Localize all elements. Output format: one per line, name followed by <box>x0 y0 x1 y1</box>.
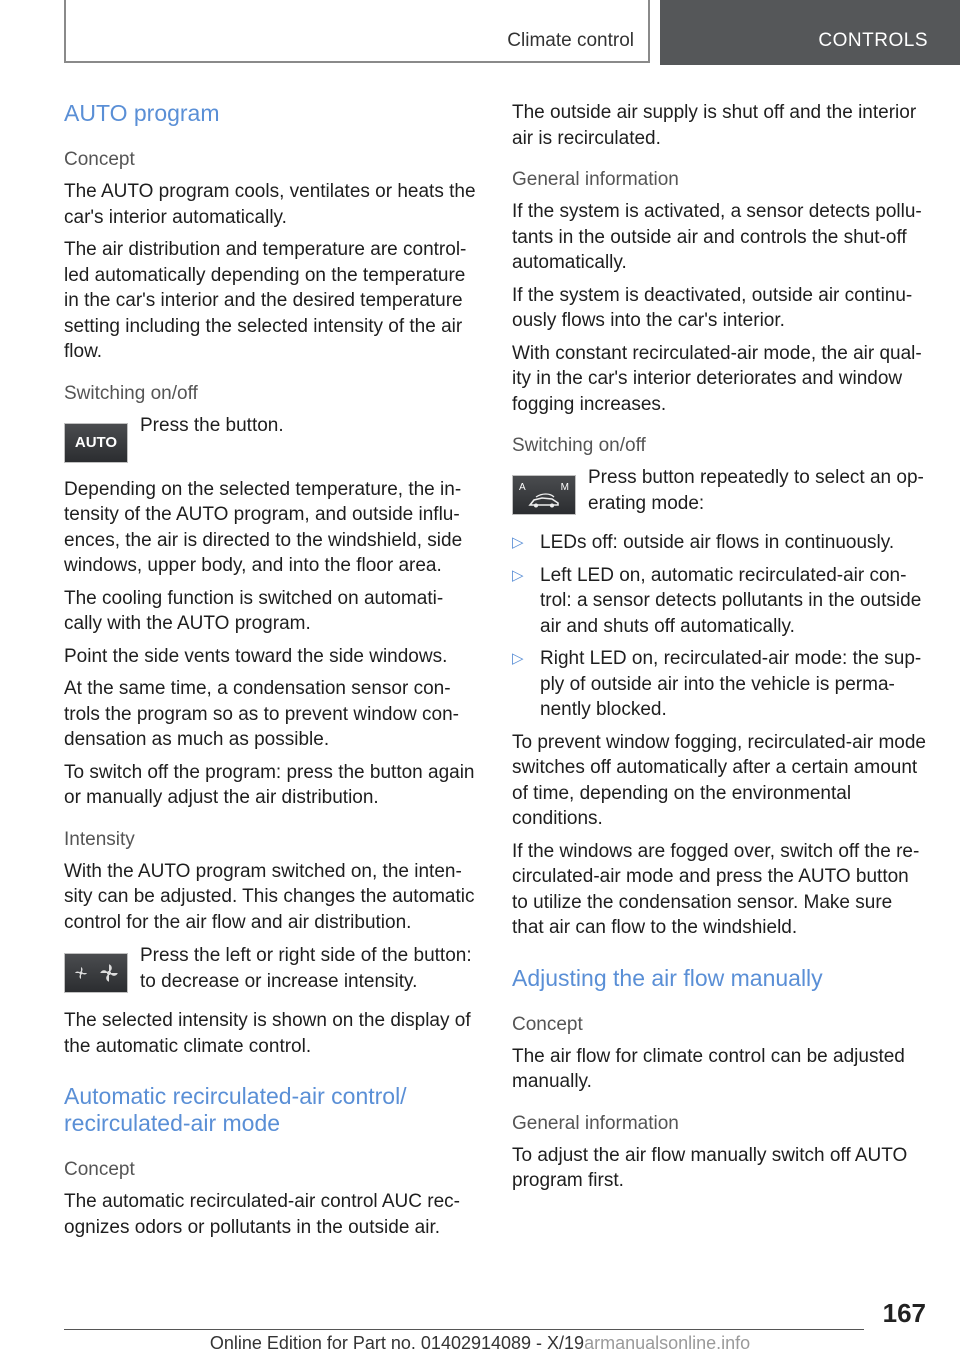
paragraph: The automatic recirculated-air control AUC rec-ognizes odors or pollutants in the outside air. <box>64 1191 460 1238</box>
paragraph: With constant recirculated-air mode, the air qual-ity in the car's interior deteriorates and window fogging increases. <box>512 342 922 415</box>
watermark: armanualsonline.info <box>584 1333 751 1353</box>
intensity-button-image <box>64 953 128 993</box>
auto-button-row <box>64 413 480 463</box>
recirc-manual-led-label: M <box>560 481 569 493</box>
list-item: ▷ Right LED on, recirculated-air mode: the sup-ply of outside air into the vehicle is perma-nently blocked. <box>512 648 922 720</box>
fan-low-icon <box>73 965 89 981</box>
auto-button-image <box>64 423 128 463</box>
paragraph: Press the button. <box>140 414 284 436</box>
recirculation-car-icon <box>526 493 562 509</box>
paragraph: If the system is deactivated, outside air continu-ously flows into the car's interior. <box>512 284 913 331</box>
heading-auto-program: AUTO program <box>64 100 220 126</box>
paragraph: The AUTO program cools, ventilates or heats the car's interior automatically. <box>64 181 476 228</box>
paragraph: To adjust the air flow manually switch off AUTO program first. <box>512 1144 908 1191</box>
page-header <box>0 0 960 66</box>
footer-divider <box>64 1329 864 1330</box>
triangle-bullet-icon: ▷ <box>512 566 524 584</box>
recirc-auto-led-label: A <box>519 481 526 493</box>
heading-air-flow-manual: Adjusting the air flow manually <box>512 964 823 991</box>
fan-high-icon <box>99 963 119 983</box>
subheading-general: General information <box>512 169 679 190</box>
paragraph: With the AUTO program switched on, the inten-sity can be adjusted. This changes the automatic control for the air flow and air distribution. <box>64 860 475 933</box>
subheading-concept: Concept <box>512 1013 583 1035</box>
header-chapter-box <box>660 0 960 65</box>
subheading-concept: Concept <box>64 1159 135 1180</box>
recirc-button-row <box>512 465 928 516</box>
paragraph: If the system is activated, a sensor detects pollu-tants in the outside air and controls the shut-off automatically. <box>512 201 922 273</box>
paragraph: Depending on the selected temperature, the in-tensity of the AUTO program, and outside influ-ences, the air is directed to the windshield, side windows, upper body, and into the floor area. <box>64 478 463 576</box>
triangle-bullet-icon: ▷ <box>512 650 524 667</box>
page-number: 167 <box>882 1298 926 1328</box>
auto-button-label: AUTO <box>74 434 118 451</box>
section-title: Climate control <box>507 30 634 51</box>
subheading-concept: Concept <box>64 149 135 170</box>
paragraph: Point the side vents toward the side windows. <box>64 645 448 667</box>
edition-text: Online Edition for Part no. 01402914089 - X/19 <box>209 1333 585 1353</box>
paragraph: The outside air supply is shut off and the interior air is recirculated. <box>512 102 917 149</box>
chapter-title: CONTROLS <box>818 30 928 51</box>
right-column <box>512 100 928 1201</box>
recirc-button-image <box>512 475 576 515</box>
subheading-general: General information <box>512 1112 679 1134</box>
paragraph: The air flow for climate control can be adjusted manually. <box>512 1045 905 1092</box>
list-item: ▷ LEDs off: outside air flows in continuously. <box>512 530 928 556</box>
left-column <box>64 100 480 1247</box>
subheading-intensity: Intensity <box>64 828 135 850</box>
header-section-box <box>64 0 650 63</box>
list-item: ▷ Left LED on, automatic recirculated-air con-trol: a sensor detects pollutants in the outside air and shuts off automatically. <box>512 564 922 637</box>
paragraph: The air distribution and temperature are control-led automatically depending on the temperature in the car's interior and the desired temperature setting including the selected intensity of the air flow. <box>64 239 467 362</box>
footer <box>0 1333 960 1354</box>
paragraph: Press button repeatedly to select an op-erating mode: <box>588 467 924 514</box>
heading-recirculated-air: Automatic recirculated-air control/ recirculated-air mode <box>64 1083 407 1136</box>
subheading-switching: Switching on/off <box>512 435 646 456</box>
paragraph: Press the left or right side of the button: to decrease or increase intensity. <box>140 945 472 992</box>
intensity-button-row <box>64 943 480 994</box>
paragraph: To prevent window fogging, recirculated-air mode switches off automatically after a certain amount of time, depending on the environmental conditions. <box>512 731 926 829</box>
subheading-switching: Switching on/off <box>64 382 198 404</box>
paragraph: At the same time, a condensation sensor con-trols the program so as to prevent window con-densation as much as possible. <box>64 678 459 750</box>
paragraph: To switch off the program: press the button again or manually adjust the air distribution. <box>64 761 475 808</box>
paragraph: The selected intensity is shown on the display of the automatic climate control. <box>64 1010 471 1057</box>
paragraph: The cooling function is switched on automati-cally with the AUTO program. <box>64 587 444 634</box>
paragraph: If the windows are fogged over, switch off the re-circulated-air mode and press the AUTO button to utilize the condensation sensor. Make sure that air can flow to the windshield. <box>512 840 920 938</box>
mode-list <box>512 530 928 723</box>
triangle-bullet-icon: ▷ <box>512 534 524 551</box>
